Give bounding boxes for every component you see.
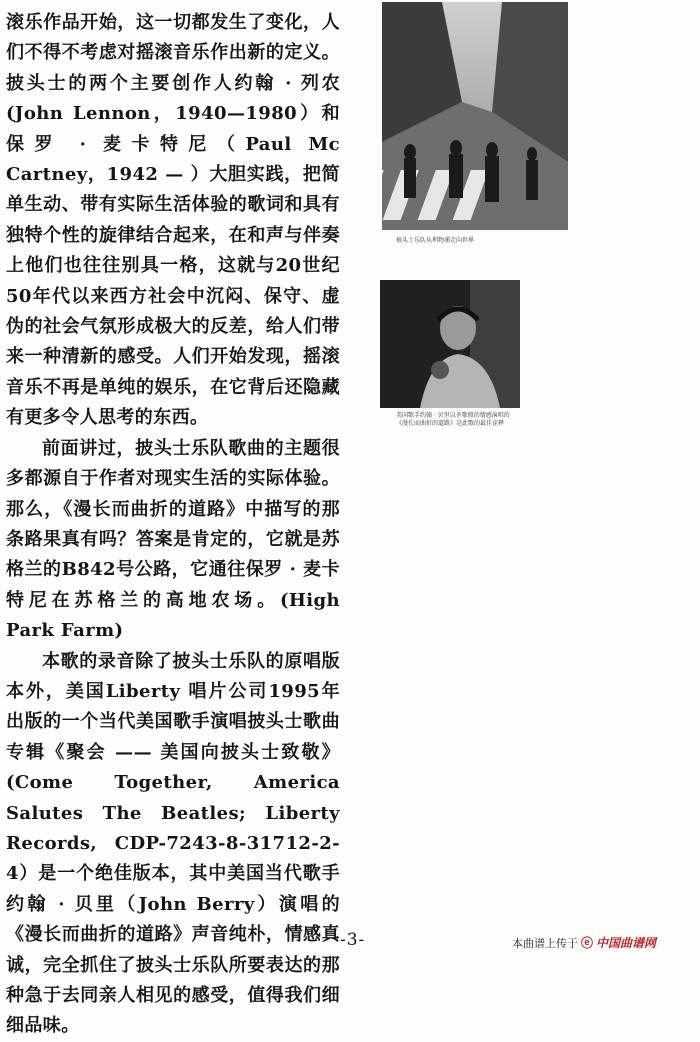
footer-source: [512, 934, 656, 951]
john-berry-photo-image: [380, 280, 520, 408]
photo1-caption: 披头士乐队从利物浦走向世界: [396, 237, 475, 244]
paragraph-2: 前面讲过，披头士乐队歌曲的主题很多都源自于作者对现实生活的实际体验。那么，《漫长而曲折的道路》中描写的那条路果真有吗？答案是肯定的，它就是苏格兰的B842号公路，它通往保罗 · 麦卡特尼在苏格兰的高地农场。(High Park Farm): [6, 437, 340, 642]
beatles-crossing-photo: [382, 2, 568, 230]
page-number: -3-: [340, 930, 366, 950]
article-body: [6, 8, 340, 1042]
site-logo-icon: ⓔ: [581, 936, 594, 950]
photo2-caption: 美国歌手约翰 · 贝里以圣歌般的情感演唱的《漫长而曲折的道路》是此歌的最佳诠释: [396, 412, 510, 427]
john-berry-photo: [380, 280, 520, 408]
site-name[interactable]: 中国曲谱网: [596, 936, 657, 950]
footer-text: 本曲谱上传于: [512, 936, 578, 950]
paragraph-3: 本歌的录音除了披头士乐队的原唱版本外，美国Liberty 唱片公司1995年出版的一个当代美国歌手演唱披头士歌曲专辑《聚会 —— 美国向披头士致敬》(Come Together, America Salutes The Beatles; Liberty Records, CDP-7243-8-31712-2-4）是一个绝佳版本，其中美国当代歌手约翰 · 贝里（John Berry）演唱的《漫长而曲折的道路》声音纯朴，情感真诚，完全抓住了披头士乐队所要表达的那种急于去同亲人相见的感受，值得我们细细品味。: [6, 650, 340, 1037]
beatles-crossing-photo-image: [382, 2, 568, 230]
paragraph-1: 滚乐作品开始，这一切都发生了变化，人们不得不考虑对摇滚音乐作出新的定义。披头士的两个主要创作人约翰 · 列农(John Lennon，1940—1980）和保罗 · 麦卡特尼（Paul Mc Cartney，1942 — ）大胆实践，把简单生动、带有实际生活体验的歌词和具有独特个性的旋律结合起来，在和声与伴奏上他们也往往别具一格，这就与20世纪50年代以来西方社会中沉闷、保守、虚伪的社会气氛形成极大的反差，给人们带来一种清新的感受。人们开始发现，摇滚音乐不再是单纯的娱乐，在它背后还隐藏有更多令人思考的东西。: [6, 12, 340, 429]
